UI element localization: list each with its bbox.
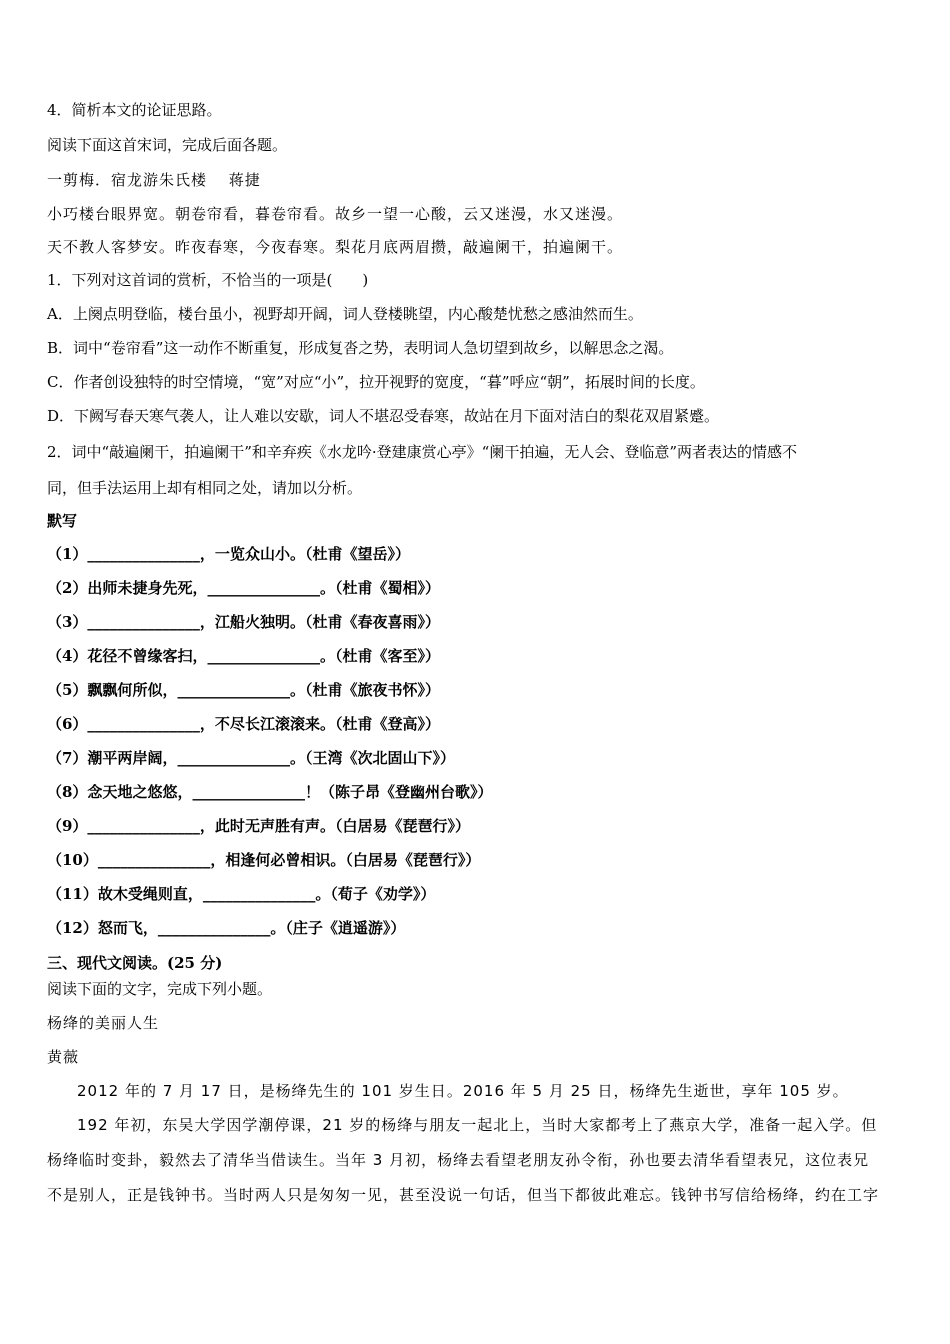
dictation-item: （11）故木受绳则直，_______________。（荀子《劝学》）	[47, 885, 436, 903]
article-paragraph: 2012 年的 7 月 17 日，是杨绛先生的 101 岁生日。2016 年 5 月 25 日，杨绛先生逝世，享年 105 岁。	[77, 1082, 849, 1100]
dictation-item: （7）潮平两岸阔，_______________。（王湾《次北固山下》）	[47, 749, 455, 767]
dictation-item: （5）飘飘何所似，_______________。（杜甫《旅夜书怀》）	[47, 681, 440, 699]
article-paragraph-line: 杨绛临时变卦，毅然去了清华当借读生。当年 3 月初，杨绛去看望老朋友孙令衔，孙也要去清华看望表兄，这位表兄	[47, 1151, 870, 1169]
dictation-item: （6）_______________，不尽长江滚滚来。（杜甫《登高》）	[47, 715, 440, 733]
dictation-item: （4）花径不曾缘客扫，_______________。（杜甫《客至》）	[47, 647, 440, 665]
article-title: 杨绛的美丽人生	[47, 1014, 160, 1032]
poem-intro: 阅读下面这首宋词，完成后面各题。	[47, 136, 288, 154]
question-2-line: 2．词中“敲遍阑干，拍遍阑干”和辛弃疾《水龙吟·登建康赏心亭》“阑干拍遍，无人会、登临意”两者表达的情感不	[47, 443, 797, 461]
dictation-item: （2）出师未捷身先死，_______________。（杜甫《蜀相》）	[47, 579, 440, 597]
section-3-heading: 三、现代文阅读。(25 分)	[47, 954, 223, 972]
option-d: D．下阙写春天寒气袭人，让人难以安歇，词人不堪忍受春寒，故站在月下面对洁白的梨花双眉紧蹙。	[47, 407, 720, 425]
question-2-line: 同，但手法运用上却有相同之处，请加以分析。	[47, 479, 363, 497]
section-3-intro: 阅读下面的文字，完成下列小题。	[47, 980, 273, 998]
article-paragraph: 192 年初，东吴大学因学潮停课，21 岁的杨绛与朋友一起北上，当时大家都考上了燕京大学，准备一起入学。但	[77, 1116, 878, 1134]
question-4: 4．简析本文的论证思路。	[47, 101, 222, 119]
dictation-item: （1）_______________，一览众山小。（杜甫《望岳》）	[47, 545, 410, 563]
dictation-heading: 默写	[47, 512, 78, 530]
dictation-item: （10）_______________，相逢何必曾相识。（白居易《琵琶行》）	[47, 851, 481, 869]
article-author: 黄薇	[47, 1048, 80, 1066]
poem-title: 一剪梅．宿龙游朱氏楼 蒋捷	[47, 171, 261, 189]
poem-line: 小巧楼台眼界宽。朝卷帘看，暮卷帘看。故乡一望一心酸，云又迷漫，水又迷漫。	[47, 205, 624, 223]
option-a: A．上阕点明登临，楼台虽小，视野却开阔，词人登楼眺望，内心酸楚忧愁之感油然而生。	[47, 305, 643, 323]
poem-line: 天不教人客梦安。昨夜春寒，今夜春寒。梨花月底两眉攒，敲遍阑干，拍遍阑干。	[47, 238, 624, 256]
dictation-item: （12）怒而飞，_______________。（庄子《逍遥游》）	[47, 919, 406, 937]
question-1: 1．下列对这首词的赏析，不恰当的一项是( )	[47, 271, 369, 289]
dictation-item: （3）_______________，江船火独明。（杜甫《春夜喜雨》）	[47, 613, 440, 631]
dictation-item: （9）_______________，此时无声胜有声。（白居易《琵琶行》）	[47, 817, 470, 835]
dictation-item: （8）念天地之悠悠，_______________！（陈子昂《登幽州台歌》）	[47, 783, 493, 801]
option-c: C．作者创设独特的时空情境，“宽”对应“小”，拉开视野的宽度，“暮”呼应“朝”，拓展时间的长度。	[47, 373, 705, 391]
article-paragraph-line: 不是别人，正是钱钟书。当时两人只是匆匆一见，甚至没说一句话，但当下都彼此难忘。钱钟书写信给杨绛，约在工字	[47, 1186, 880, 1204]
option-b: B．词中“卷帘看”这一动作不断重复，形成复沓之势，表明词人急切望到故乡，以解思念之渴。	[47, 339, 674, 357]
